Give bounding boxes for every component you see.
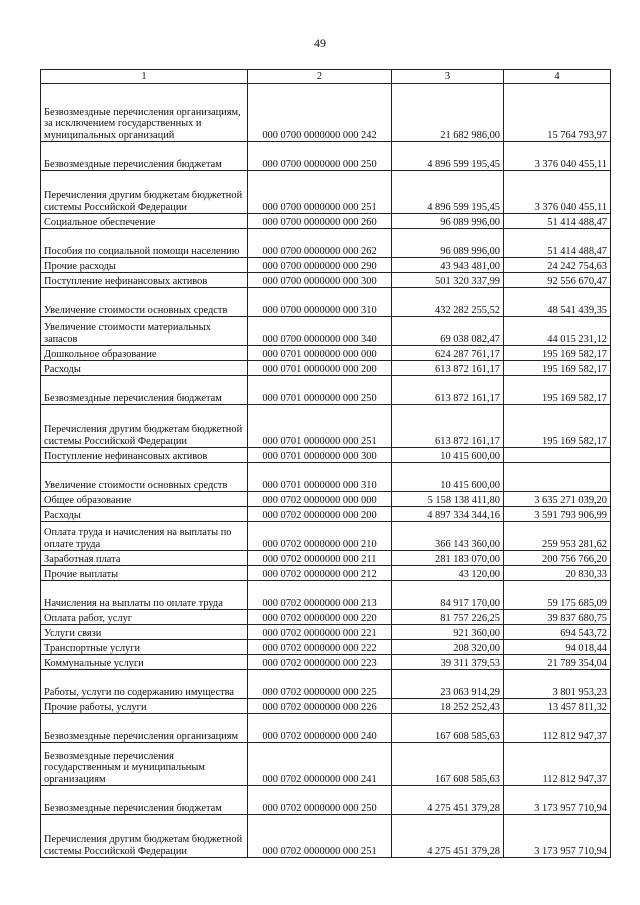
row-fact-value: 24 242 754,63 bbox=[504, 258, 611, 273]
row-plan-value: 4 896 599 195,45 bbox=[392, 142, 504, 171]
row-name-cell: Заработная плата bbox=[41, 551, 248, 566]
row-plan-value: 4 897 334 344,16 bbox=[392, 507, 504, 522]
row-fact-value: 3 591 793 906,99 bbox=[504, 507, 611, 522]
row-fact-value: 20 830,33 bbox=[504, 566, 611, 581]
row-fact-value: 3 376 040 455,11 bbox=[504, 171, 611, 214]
row-plan-value: 167 608 585,63 bbox=[392, 714, 504, 743]
column-header-2: 2 bbox=[248, 70, 392, 84]
row-code-cell: 000 0702 0000000 000 200 bbox=[248, 507, 392, 522]
column-header-4: 4 bbox=[504, 70, 611, 84]
row-code-cell: 000 0702 0000000 000 211 bbox=[248, 551, 392, 566]
row-plan-value: 5 158 138 411,80 bbox=[392, 492, 504, 507]
row-plan-value: 921 360,00 bbox=[392, 625, 504, 640]
row-fact-value: 195 169 582,17 bbox=[504, 361, 611, 376]
row-name-cell: Прочие выплаты bbox=[41, 566, 248, 581]
table-row bbox=[41, 448, 611, 463]
row-plan-value: 43 120,00 bbox=[392, 566, 504, 581]
row-fact-value bbox=[504, 448, 611, 463]
row-name-cell: Безвозмездные перечисления бюджетам bbox=[41, 142, 248, 171]
row-fact-value: 200 756 766,20 bbox=[504, 551, 611, 566]
table-body bbox=[41, 84, 611, 858]
table-row bbox=[41, 743, 611, 786]
row-plan-value: 4 275 451 379,28 bbox=[392, 815, 504, 858]
row-code-cell: 000 0700 0000000 000 251 bbox=[248, 171, 392, 214]
row-fact-value: 3 801 953,23 bbox=[504, 670, 611, 699]
table-row bbox=[41, 670, 611, 699]
row-name-cell: Расходы bbox=[41, 361, 248, 376]
row-name-cell: Безвозмездные перечисления организациям bbox=[41, 714, 248, 743]
header-row bbox=[41, 70, 611, 84]
row-name-cell: Коммунальные услуги bbox=[41, 655, 248, 670]
row-code-cell: 000 0702 0000000 000 212 bbox=[248, 566, 392, 581]
row-name-cell: Увеличение стоимости материальных запасов bbox=[41, 317, 248, 346]
row-fact-value bbox=[504, 463, 611, 492]
row-code-cell: 000 0700 0000000 000 300 bbox=[248, 273, 392, 288]
row-plan-value: 21 682 986,00 bbox=[392, 84, 504, 142]
row-fact-value: 44 015 231,12 bbox=[504, 317, 611, 346]
row-name-cell: Начисления на выплаты по оплате труда bbox=[41, 581, 248, 610]
row-plan-value: 18 252 252,43 bbox=[392, 699, 504, 714]
row-plan-value: 23 063 914,29 bbox=[392, 670, 504, 699]
table-row bbox=[41, 610, 611, 625]
row-plan-value: 366 143 360,00 bbox=[392, 522, 504, 551]
row-fact-value: 51 414 488,47 bbox=[504, 214, 611, 229]
row-code-cell: 000 0702 0000000 000 241 bbox=[248, 743, 392, 786]
row-code-cell: 000 0702 0000000 000 226 bbox=[248, 699, 392, 714]
row-fact-value: 195 169 582,17 bbox=[504, 405, 611, 448]
row-name-cell: Поступление нефинансовых активов bbox=[41, 448, 248, 463]
row-fact-value: 259 953 281,62 bbox=[504, 522, 611, 551]
row-name-cell: Безвозмездные перечисления организациям, за исключением государственных и муниципальных организаций bbox=[41, 84, 248, 142]
row-plan-value: 281 183 070,00 bbox=[392, 551, 504, 566]
row-code-cell: 000 0700 0000000 000 340 bbox=[248, 317, 392, 346]
table-row bbox=[41, 551, 611, 566]
row-name-cell: Перечисления другим бюджетам бюджетной системы Российской Федерации bbox=[41, 405, 248, 448]
row-plan-value: 81 757 226,25 bbox=[392, 610, 504, 625]
row-name-cell: Поступление нефинансовых активов bbox=[41, 273, 248, 288]
row-fact-value: 112 812 947,37 bbox=[504, 714, 611, 743]
row-code-cell: 000 0702 0000000 000 250 bbox=[248, 786, 392, 815]
row-name-cell: Услуги связи bbox=[41, 625, 248, 640]
row-fact-value: 195 169 582,17 bbox=[504, 346, 611, 361]
row-name-cell: Расходы bbox=[41, 507, 248, 522]
row-plan-value: 69 038 082,47 bbox=[392, 317, 504, 346]
row-code-cell: 000 0701 0000000 000 250 bbox=[248, 376, 392, 405]
row-name-cell: Прочие расходы bbox=[41, 258, 248, 273]
row-name-cell: Увеличение стоимости основных средств bbox=[41, 288, 248, 317]
row-plan-value: 501 320 337,99 bbox=[392, 273, 504, 288]
row-code-cell: 000 0700 0000000 000 290 bbox=[248, 258, 392, 273]
table-row bbox=[41, 171, 611, 214]
row-plan-value: 10 415 600,00 bbox=[392, 448, 504, 463]
row-plan-value: 39 311 379,53 bbox=[392, 655, 504, 670]
row-fact-value: 3 173 957 710,94 bbox=[504, 815, 611, 858]
row-code-cell: 000 0701 0000000 000 200 bbox=[248, 361, 392, 376]
row-plan-value: 96 089 996,00 bbox=[392, 229, 504, 258]
row-fact-value: 13 457 811,32 bbox=[504, 699, 611, 714]
row-plan-value: 4 896 599 195,45 bbox=[392, 171, 504, 214]
table-row bbox=[41, 376, 611, 405]
table-row bbox=[41, 492, 611, 507]
row-plan-value: 43 943 481,00 bbox=[392, 258, 504, 273]
row-code-cell: 000 0702 0000000 000 000 bbox=[248, 492, 392, 507]
table-row bbox=[41, 405, 611, 448]
column-header-1: 1 bbox=[41, 70, 248, 84]
row-name-cell: Транспортные услуги bbox=[41, 640, 248, 655]
row-plan-value: 613 872 161,17 bbox=[392, 405, 504, 448]
table-row bbox=[41, 640, 611, 655]
table-row bbox=[41, 522, 611, 551]
table-row bbox=[41, 214, 611, 229]
budget-table bbox=[40, 69, 611, 858]
row-fact-value: 59 175 685,09 bbox=[504, 581, 611, 610]
table-row bbox=[41, 273, 611, 288]
row-plan-value: 167 608 585,63 bbox=[392, 743, 504, 786]
row-name-cell: Общее образование bbox=[41, 492, 248, 507]
row-code-cell: 000 0700 0000000 000 310 bbox=[248, 288, 392, 317]
row-plan-value: 613 872 161,17 bbox=[392, 376, 504, 405]
column-header-3: 3 bbox=[392, 70, 504, 84]
row-fact-value: 694 543,72 bbox=[504, 625, 611, 640]
row-code-cell: 000 0701 0000000 000 300 bbox=[248, 448, 392, 463]
row-code-cell: 000 0702 0000000 000 225 bbox=[248, 670, 392, 699]
row-name-cell: Оплата работ, услуг bbox=[41, 610, 248, 625]
table-row bbox=[41, 346, 611, 361]
row-fact-value: 39 837 680,75 bbox=[504, 610, 611, 625]
table-row bbox=[41, 317, 611, 346]
table-row bbox=[41, 258, 611, 273]
table-row bbox=[41, 699, 611, 714]
table-row bbox=[41, 507, 611, 522]
row-fact-value: 3 376 040 455,11 bbox=[504, 142, 611, 171]
table-row bbox=[41, 625, 611, 640]
row-code-cell: 000 0702 0000000 000 221 bbox=[248, 625, 392, 640]
row-plan-value: 624 287 761,17 bbox=[392, 346, 504, 361]
row-fact-value: 92 556 670,47 bbox=[504, 273, 611, 288]
row-name-cell: Перечисления другим бюджетам бюджетной системы Российской Федерации bbox=[41, 171, 248, 214]
row-fact-value: 15 764 793,97 bbox=[504, 84, 611, 142]
table-row bbox=[41, 655, 611, 670]
row-fact-value: 3 173 957 710,94 bbox=[504, 786, 611, 815]
row-fact-value: 48 541 439,35 bbox=[504, 288, 611, 317]
row-code-cell: 000 0701 0000000 000 310 bbox=[248, 463, 392, 492]
table-row bbox=[41, 714, 611, 743]
table-row bbox=[41, 84, 611, 142]
row-code-cell: 000 0702 0000000 000 251 bbox=[248, 815, 392, 858]
row-plan-value: 96 089 996,00 bbox=[392, 214, 504, 229]
row-plan-value: 4 275 451 379,28 bbox=[392, 786, 504, 815]
row-plan-value: 432 282 255,52 bbox=[392, 288, 504, 317]
page-number: 49 bbox=[314, 36, 326, 50]
row-plan-value: 84 917 170,00 bbox=[392, 581, 504, 610]
row-code-cell: 000 0700 0000000 000 242 bbox=[248, 84, 392, 142]
row-name-cell: Пособия по социальной помощи населению bbox=[41, 229, 248, 258]
table-row bbox=[41, 815, 611, 858]
row-plan-value: 208 320,00 bbox=[392, 640, 504, 655]
row-code-cell: 000 0702 0000000 000 213 bbox=[248, 581, 392, 610]
row-code-cell: 000 0700 0000000 000 250 bbox=[248, 142, 392, 171]
row-fact-value: 51 414 488,47 bbox=[504, 229, 611, 258]
row-name-cell: Перечисления другим бюджетам бюджетной системы Российской Федерации bbox=[41, 815, 248, 858]
row-name-cell: Социальное обеспечение bbox=[41, 214, 248, 229]
row-name-cell: Безвозмездные перечисления государственным и муниципальным организациям bbox=[41, 743, 248, 786]
row-plan-value: 10 415 600,00 bbox=[392, 463, 504, 492]
table-row bbox=[41, 229, 611, 258]
row-name-cell: Увеличение стоимости основных средств bbox=[41, 463, 248, 492]
row-code-cell: 000 0702 0000000 000 220 bbox=[248, 610, 392, 625]
table-row bbox=[41, 566, 611, 581]
row-name-cell: Дошкольное образование bbox=[41, 346, 248, 361]
row-name-cell: Прочие работы, услуги bbox=[41, 699, 248, 714]
row-name-cell: Безвозмездные перечисления бюджетам bbox=[41, 786, 248, 815]
table-row bbox=[41, 463, 611, 492]
row-code-cell: 000 0700 0000000 000 262 bbox=[248, 229, 392, 258]
row-fact-value: 112 812 947,37 bbox=[504, 743, 611, 786]
row-code-cell: 000 0702 0000000 000 240 bbox=[248, 714, 392, 743]
row-name-cell: Работы, услуги по содержанию имущества bbox=[41, 670, 248, 699]
row-fact-value: 195 169 582,17 bbox=[504, 376, 611, 405]
table-row bbox=[41, 581, 611, 610]
table-row bbox=[41, 786, 611, 815]
row-code-cell: 000 0702 0000000 000 210 bbox=[248, 522, 392, 551]
row-fact-value: 94 018,44 bbox=[504, 640, 611, 655]
row-name-cell: Оплата труда и начисления на выплаты по оплате труда bbox=[41, 522, 248, 551]
row-code-cell: 000 0701 0000000 000 000 bbox=[248, 346, 392, 361]
row-code-cell: 000 0702 0000000 000 223 bbox=[248, 655, 392, 670]
row-fact-value: 21 789 354,04 bbox=[504, 655, 611, 670]
row-code-cell: 000 0700 0000000 000 260 bbox=[248, 214, 392, 229]
row-code-cell: 000 0701 0000000 000 251 bbox=[248, 405, 392, 448]
table-row bbox=[41, 361, 611, 376]
row-code-cell: 000 0702 0000000 000 222 bbox=[248, 640, 392, 655]
table-row bbox=[41, 142, 611, 171]
table-row bbox=[41, 288, 611, 317]
row-plan-value: 613 872 161,17 bbox=[392, 361, 504, 376]
row-name-cell: Безвозмездные перечисления бюджетам bbox=[41, 376, 248, 405]
row-fact-value: 3 635 271 039,20 bbox=[504, 492, 611, 507]
